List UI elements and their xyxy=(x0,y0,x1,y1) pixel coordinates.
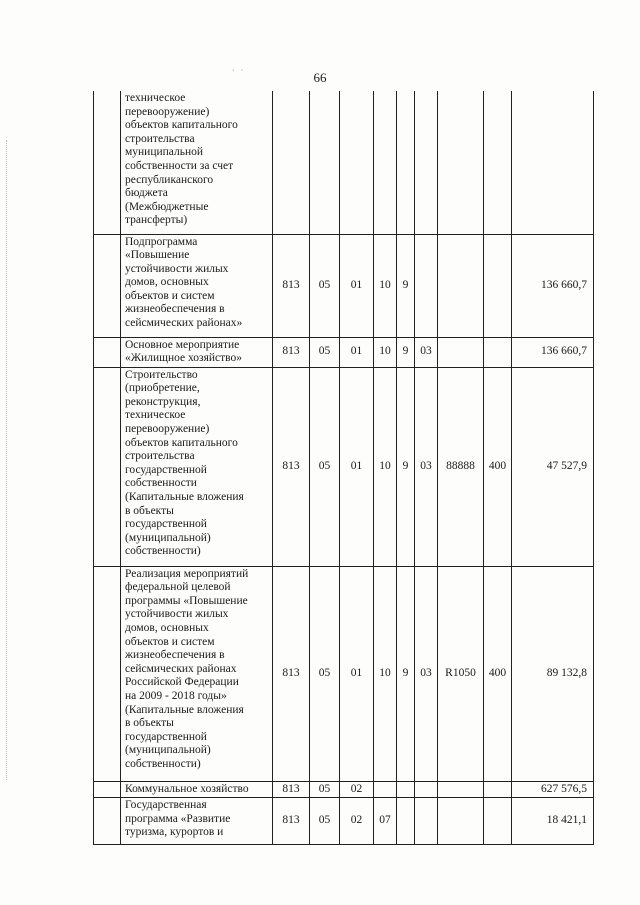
row-name-text: Государственная программа «Развитие туризма, курортов и xyxy=(125,799,231,839)
row-name-text: Подпрограмма «Повышение устойчивости жилых домов, основных объектов и систем жизнеобеспечения в сейсмических районах» xyxy=(125,235,243,330)
row-expense-type-code-cell xyxy=(484,234,512,337)
row-program-code-cell: 10 xyxy=(374,566,397,781)
row-blank-cell xyxy=(94,367,121,566)
row-name-text: техническое перевооружение) объектов капитального строительства муниципальной собственности за счет республиканского бюджета (Межбюджетные трансферты) xyxy=(125,92,238,227)
row-direction-code-cell: 88888 xyxy=(438,367,484,566)
row-blank-cell xyxy=(94,566,121,781)
table-row xyxy=(94,367,594,566)
row-subprogram-code-cell: 9 xyxy=(397,367,415,566)
row-ministry-code-cell: 813 xyxy=(273,781,310,798)
row-direction-code-cell xyxy=(438,91,484,234)
row-program-code-cell: 10 xyxy=(374,367,397,566)
table-body xyxy=(94,91,594,845)
row-ministry-code-cell: 813 xyxy=(273,367,310,566)
row-name-cell xyxy=(121,566,273,781)
table-row xyxy=(94,337,594,367)
row-sum-cell: 47 527,9 xyxy=(512,367,594,566)
row-direction-code-cell xyxy=(438,234,484,337)
row-subsection-code-cell: 01 xyxy=(340,337,374,367)
row-event-code-cell: 03 xyxy=(415,367,438,566)
row-blank-cell xyxy=(94,91,121,234)
row-name-text: Реализация мероприятий федеральной целевой программы «Повышение устойчивости жилых домов, основных объектов и систем жизнеобеспечения в сейсмических районах Российской Федерации на 2009 - 2018 годы» (Капитальные вложения в объекты государственной (муниципальной) собственности) xyxy=(125,567,249,770)
row-subsection-code-cell: 01 xyxy=(340,234,374,337)
row-direction-code-cell xyxy=(438,781,484,798)
row-subprogram-code-cell: 9 xyxy=(397,566,415,781)
row-expense-type-code-cell xyxy=(484,337,512,367)
row-section-code-cell xyxy=(310,91,340,234)
row-subprogram-code-cell: 9 xyxy=(397,234,415,337)
row-subprogram-code-cell xyxy=(397,91,415,234)
row-expense-type-code-cell xyxy=(484,798,512,845)
budget-table xyxy=(93,91,594,845)
row-ministry-code-cell xyxy=(273,91,310,234)
row-subsection-code-cell: 02 xyxy=(340,781,374,798)
scan-artifact: · · xyxy=(232,66,246,75)
row-direction-code-cell xyxy=(438,337,484,367)
row-blank-cell xyxy=(94,798,121,845)
table-row xyxy=(94,798,594,845)
row-subprogram-code-cell: 9 xyxy=(397,337,415,367)
row-name-cell xyxy=(121,337,273,367)
row-event-code-cell xyxy=(415,798,438,845)
row-section-code-cell: 05 xyxy=(310,781,340,798)
row-ministry-code-cell: 813 xyxy=(273,798,310,845)
row-name-cell xyxy=(121,781,273,798)
row-blank-cell xyxy=(94,337,121,367)
row-program-code-cell xyxy=(374,91,397,234)
row-event-code-cell: 03 xyxy=(415,566,438,781)
row-expense-type-code-cell xyxy=(484,781,512,798)
row-expense-type-code-cell: 400 xyxy=(484,566,512,781)
row-program-code-cell: 10 xyxy=(374,234,397,337)
row-subsection-code-cell: 01 xyxy=(340,566,374,781)
row-blank-cell xyxy=(94,234,121,337)
row-sum-cell: 136 660,7 xyxy=(512,234,594,337)
row-subprogram-code-cell xyxy=(397,781,415,798)
scan-margin-artifact xyxy=(6,140,9,780)
row-direction-code-cell xyxy=(438,798,484,845)
row-direction-code-cell: R1050 xyxy=(438,566,484,781)
row-sum-cell: 627 576,5 xyxy=(512,781,594,798)
row-section-code-cell: 05 xyxy=(310,798,340,845)
row-event-code-cell xyxy=(415,91,438,234)
row-expense-type-code-cell xyxy=(484,91,512,234)
row-program-code-cell xyxy=(374,781,397,798)
table-row xyxy=(94,781,594,798)
row-subprogram-code-cell xyxy=(397,798,415,845)
row-sum-cell: 18 421,1 xyxy=(512,798,594,845)
row-section-code-cell: 05 xyxy=(310,367,340,566)
row-name-text: Строительство (приобретение, реконструкция, техническое перевооружение) объектов капитального строительства государственной собственности (Капитальные вложения в объекты государственной (муниципальной) собственности) xyxy=(125,368,244,558)
row-section-code-cell: 05 xyxy=(310,234,340,337)
row-name-cell xyxy=(121,91,273,234)
row-ministry-code-cell: 813 xyxy=(273,566,310,781)
row-name-text: Коммунальное хозяйство xyxy=(125,782,249,795)
row-event-code-cell: 03 xyxy=(415,337,438,367)
row-sum-cell: 136 660,7 xyxy=(512,337,594,367)
row-section-code-cell: 05 xyxy=(310,337,340,367)
table-row xyxy=(94,234,594,337)
row-event-code-cell xyxy=(415,234,438,337)
row-name-cell xyxy=(121,798,273,845)
row-ministry-code-cell: 813 xyxy=(273,234,310,337)
row-subsection-code-cell: 02 xyxy=(340,798,374,845)
row-event-code-cell xyxy=(415,781,438,798)
row-expense-type-code-cell: 400 xyxy=(484,367,512,566)
row-blank-cell xyxy=(94,781,121,798)
row-sum-cell xyxy=(512,91,594,234)
row-ministry-code-cell: 813 xyxy=(273,337,310,367)
row-sum-cell: 89 132,8 xyxy=(512,566,594,781)
row-program-code-cell: 07 xyxy=(374,798,397,845)
table-row xyxy=(94,91,594,234)
row-name-cell xyxy=(121,367,273,566)
table-row xyxy=(94,566,594,781)
row-subsection-code-cell: 01 xyxy=(340,367,374,566)
row-program-code-cell: 10 xyxy=(374,337,397,367)
page-number: 66 xyxy=(313,70,327,85)
row-subsection-code-cell xyxy=(340,91,374,234)
row-name-cell xyxy=(121,234,273,337)
row-section-code-cell: 05 xyxy=(310,566,340,781)
row-name-text: Основное мероприятие «Жилищное хозяйство» xyxy=(125,338,243,365)
